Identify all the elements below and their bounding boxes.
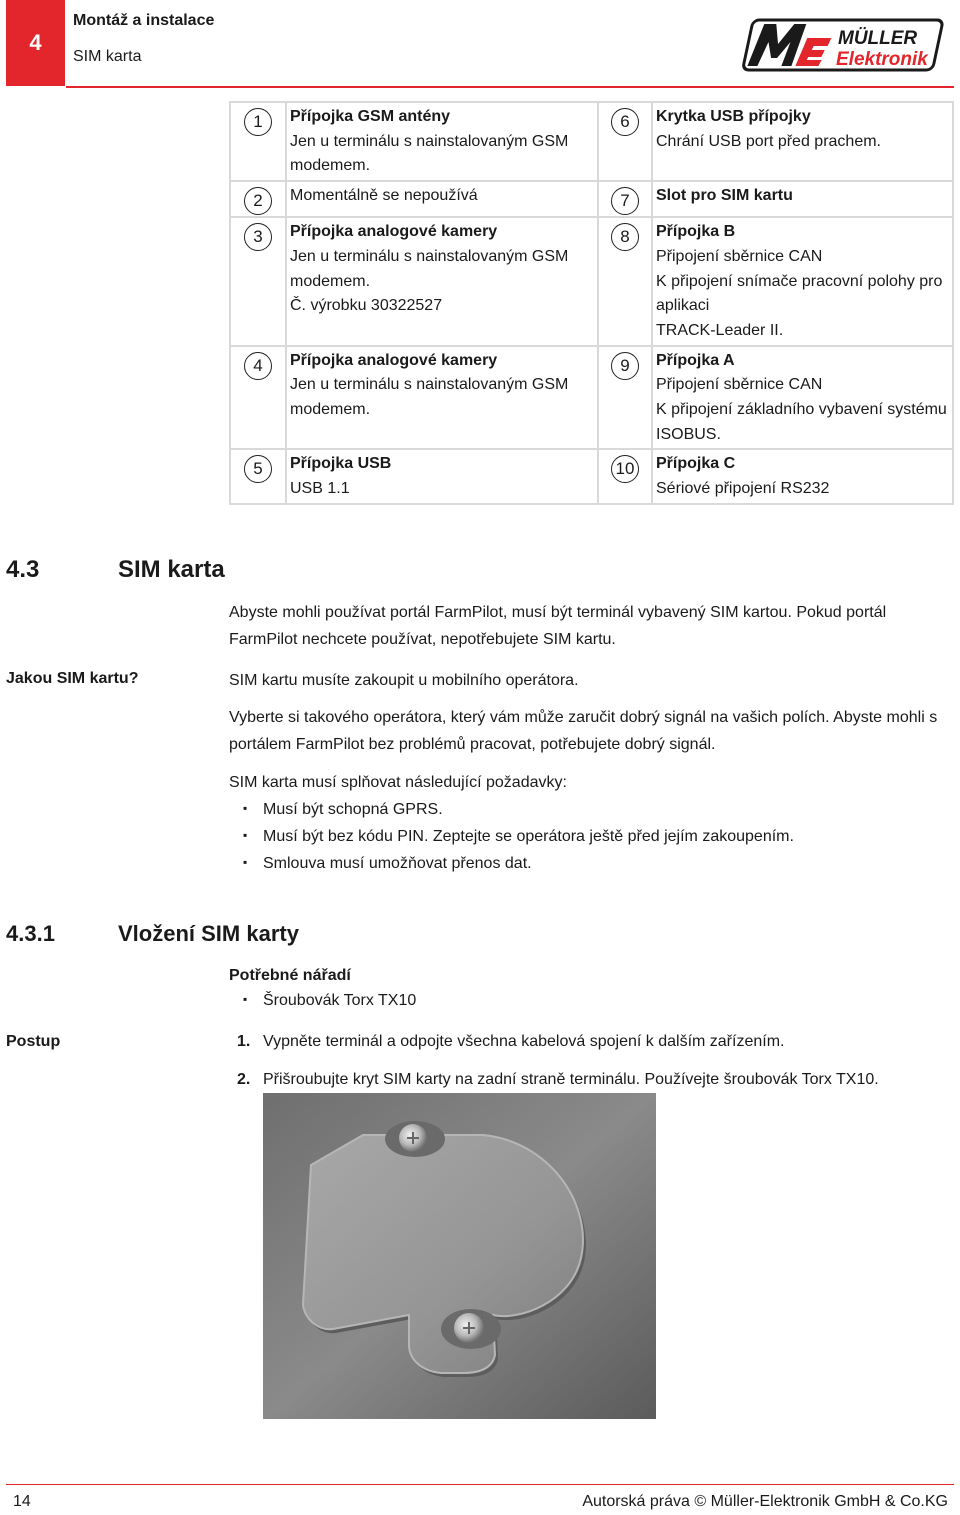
- legend-item-title: Momentálně se nepoužívá: [290, 187, 478, 205]
- legend-text-cell: [286, 217, 598, 346]
- legend-item-line: Připojení sběrnice CAN: [656, 376, 823, 394]
- legend-item-title: Přípojka A: [656, 351, 735, 369]
- legend-number-cell: [598, 449, 652, 503]
- legend-item-line: Jen u terminálu s nainstalovaným GSM: [290, 132, 569, 150]
- legend-item-line: Jen u terminálu s nainstalovaným GSM: [290, 376, 569, 394]
- legend-number-cell: [598, 181, 652, 217]
- legend-item-line: aplikaci: [656, 297, 710, 315]
- section-number: 4.3: [6, 556, 40, 583]
- legend-number-badge: 5: [244, 455, 272, 483]
- legend-number-badge: 3: [244, 223, 272, 251]
- legend-number-cell: [598, 346, 652, 450]
- legend-item-title: Přípojka USB: [290, 455, 392, 473]
- legend-row: [230, 181, 953, 217]
- logo-text-elektronik: Elektronik: [836, 49, 928, 70]
- subsection-heading: Vložení SIM karty: [118, 921, 299, 946]
- legend-item-title: Přípojka analogové kamery: [290, 351, 498, 369]
- legend-number-cell: [230, 449, 286, 503]
- tools-label: Potřebné nářadí: [229, 967, 351, 984]
- legend-item-line: modemem.: [290, 401, 371, 419]
- requirement-item: ▪ Smlouva musí umožňovat přenos dat.: [263, 855, 532, 873]
- legend-number-cell: [230, 217, 286, 346]
- side-label-which-sim: Jakou SIM kartu?: [6, 670, 139, 687]
- side-label-procedure: Postup: [6, 1033, 61, 1050]
- legend-item-title: Přípojka analogové kamery: [290, 223, 498, 241]
- connector-legend-table: [229, 101, 954, 505]
- legend-number-badge: 9: [611, 352, 639, 380]
- section-intro: Abyste mohli používat portál FarmPilot, musí být terminál vybavený SIM kartou. Pokud portál FarmPilot nechcete používat, nepotřebujete SIM kartu.: [229, 604, 887, 648]
- legend-row: [230, 102, 953, 181]
- copyright-notice: Autorská práva © Müller-Elektronik GmbH & Co.KG: [582, 1493, 948, 1510]
- legend-item-title: Přípojka GSM antény: [290, 108, 451, 125]
- section-running-title: SIM karta: [73, 48, 142, 65]
- legend-text-cell: [652, 346, 953, 450]
- subsection-number: 4.3.1: [6, 921, 55, 946]
- paragraph-choose-operator: Vyberte si takového operátora, který vám může zaručit dobrý signál na vašich polích. Abyste mohli s portálem FarmPilot bez problémů pracovat, potřebujete dobrý signál.: [229, 709, 938, 753]
- legend-item-title: Přípojka C: [656, 455, 736, 473]
- sim-cover-photo: [263, 1093, 656, 1419]
- legend-row: [230, 217, 953, 346]
- legend-number-badge: 2: [244, 187, 272, 215]
- legend-number-badge: 8: [611, 223, 639, 251]
- legend-item-line: Připojení sběrnice CAN: [656, 247, 823, 265]
- legend-item-line: Sériové připojení RS232: [656, 480, 830, 498]
- legend-text-cell: [286, 449, 598, 503]
- legend-item-line: modemem.: [290, 272, 371, 290]
- legend-number-badge: 4: [244, 352, 272, 380]
- legend-item-line: Chrání USB port před prachem.: [656, 132, 881, 150]
- legend-text-cell: [652, 449, 953, 503]
- legend-number-badge: 6: [611, 108, 639, 136]
- legend-text-cell: [286, 346, 598, 450]
- legend-item-title: Slot pro SIM kartu: [656, 187, 793, 205]
- legend-row: [230, 449, 953, 503]
- paragraph-requirements: SIM karta musí splňovat následující požadavky:: [229, 774, 567, 791]
- legend-number-badge: 1: [244, 108, 272, 136]
- legend-text-cell: [652, 102, 953, 181]
- step-number: 2.: [237, 1071, 251, 1088]
- legend-text-cell: [652, 181, 953, 217]
- legend-number-cell: [230, 181, 286, 217]
- legend-number-badge: 10: [611, 455, 639, 483]
- legend-item-line: USB 1.1: [290, 480, 350, 498]
- legend-text-cell: [286, 102, 598, 181]
- page-number: 14: [13, 1493, 31, 1510]
- step-number: 1.: [237, 1033, 251, 1050]
- legend-item-line: K připojení snímače pracovní polohy pro: [656, 272, 943, 290]
- legend-number-badge: 7: [611, 187, 639, 215]
- requirement-item: ▪ Musí být schopná GPRS.: [263, 801, 443, 819]
- legend-number-cell: [598, 217, 652, 346]
- legend-item-title: Krytka USB přípojky: [656, 108, 811, 125]
- legend-number-cell: [598, 102, 652, 181]
- footer-divider: [6, 1484, 954, 1485]
- section-heading: SIM karta: [118, 556, 225, 583]
- legend-item-line: Jen u terminálu s nainstalovaným GSM: [290, 247, 569, 265]
- legend-number-cell: [230, 102, 286, 181]
- legend-text-cell: [286, 181, 598, 217]
- header-divider: [66, 86, 954, 88]
- company-logo: [740, 16, 946, 72]
- legend-row: [230, 346, 953, 450]
- paragraph-buy-sim: SIM kartu musíte zakoupit u mobilního operátora.: [229, 672, 579, 689]
- legend-item-line: modemem.: [290, 157, 371, 175]
- legend-number-cell: [230, 346, 286, 450]
- legend-item-line: K připojení základního vybavení systému: [656, 401, 947, 419]
- step-text: Přišroubujte kryt SIM karty na zadní straně terminálu. Používejte šroubovák Torx TX10.: [263, 1071, 879, 1088]
- chapter-title: Montáž a instalace: [73, 12, 215, 29]
- legend-item-line: ISOBUS.: [656, 425, 721, 443]
- chapter-number-box: 4: [6, 0, 65, 86]
- legend-item-line: TRACK-Leader II.: [656, 321, 784, 339]
- logo-text-muller: MÜLLER: [838, 28, 918, 49]
- legend-item-line: Č. výrobku 30322527: [290, 297, 443, 315]
- requirement-item: ▪ Musí být bez kódu PIN. Zeptejte se operátora ještě před jejím zakoupením.: [263, 828, 794, 846]
- step-text: Vypněte terminál a odpojte všechna kabelová spojení k dalším zařízením.: [263, 1033, 785, 1050]
- tool-item: ▪ Šroubovák Torx TX10: [263, 992, 416, 1010]
- legend-text-cell: [652, 217, 953, 346]
- legend-item-title: Přípojka B: [656, 223, 736, 241]
